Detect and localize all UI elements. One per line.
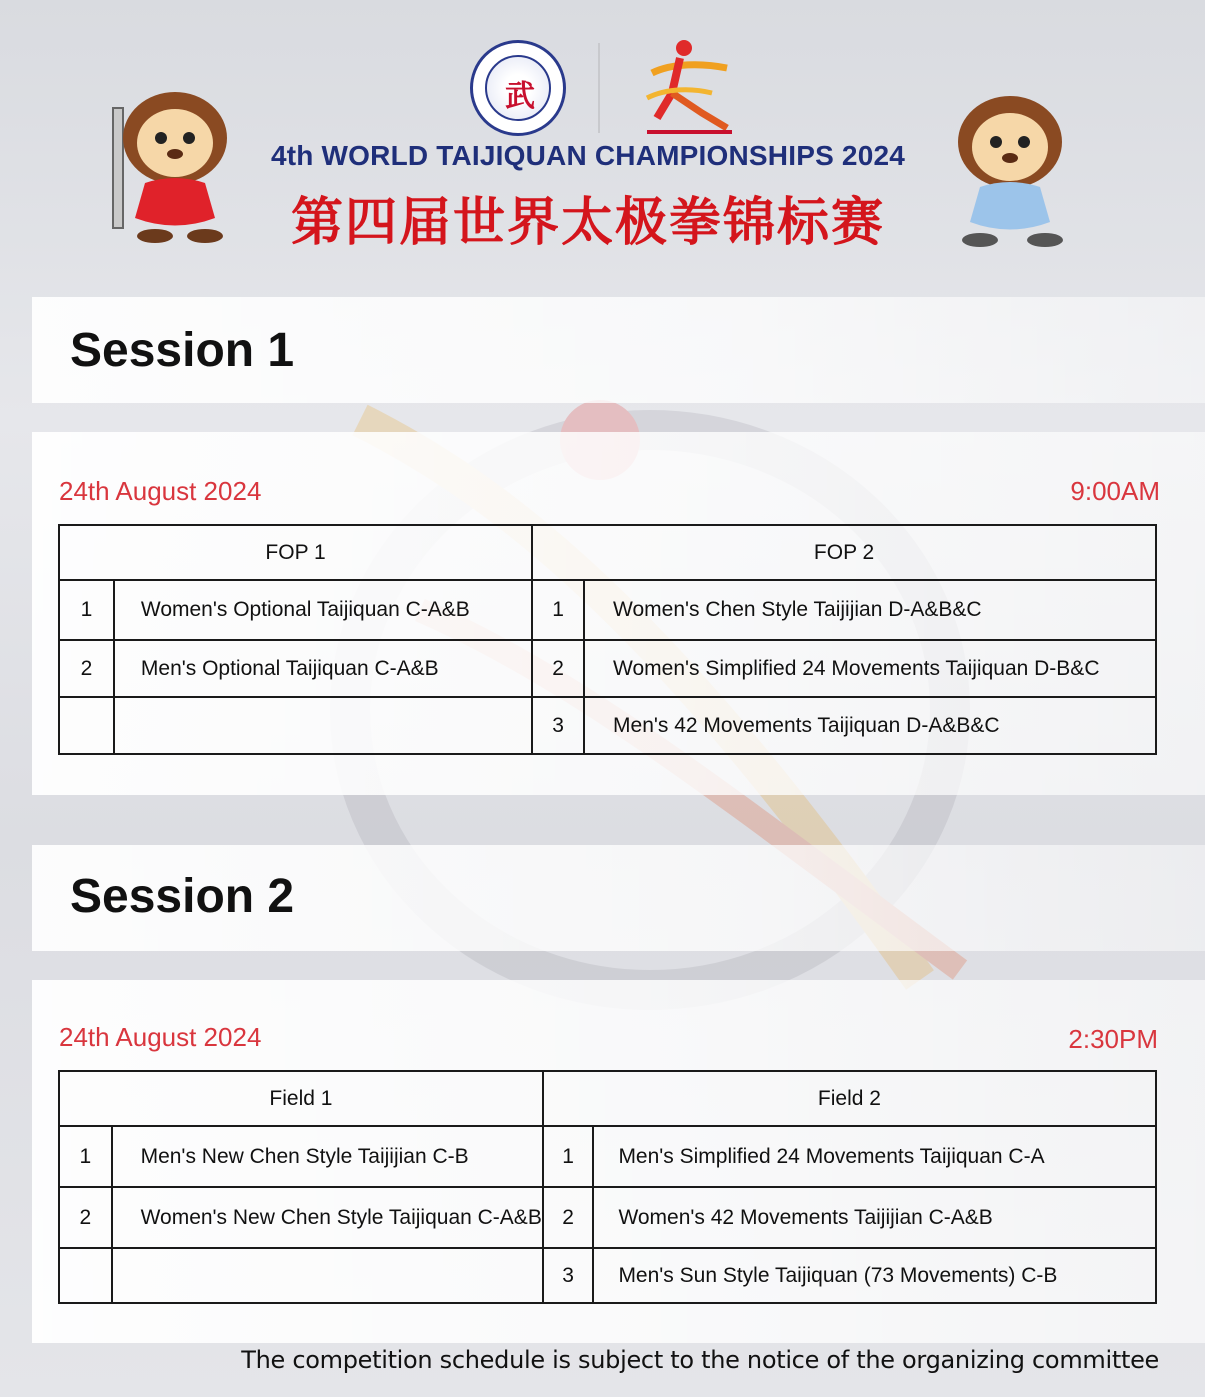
mascot-red-icon: [105, 88, 245, 248]
row-number: 3: [543, 1248, 594, 1303]
session-2-title: Session 2: [70, 870, 295, 923]
session-2-table: [58, 1070, 1157, 1304]
title-chinese: 第四届世界太极拳锦标赛: [290, 193, 885, 253]
table-row: [59, 640, 1156, 697]
event-name: Women's Chen Style Taijijian D-A&B&C: [584, 580, 1156, 640]
session-2-panel: [32, 980, 1205, 1343]
iwuf-logo: [470, 40, 566, 136]
column-header-fop2: FOP 2: [532, 525, 1156, 580]
mascot-blue-icon: [940, 92, 1080, 252]
footer-note: The competition schedule is subject to the notice of the organizing committee: [241, 1346, 1159, 1374]
event-name: [114, 697, 532, 754]
event-name: Women's Simplified 24 Movements Taijiquan D-B&C: [584, 640, 1156, 697]
session-2-header: [32, 845, 1205, 951]
row-number: 1: [543, 1126, 594, 1187]
session-2-time: 2:30PM: [1068, 1024, 1158, 1054]
row-number: 3: [532, 697, 584, 754]
table-row: [59, 1126, 1156, 1187]
event-name: Women's New Chen Style Taijiquan C-A&B: [112, 1187, 543, 1248]
column-header-field2: Field 2: [543, 1071, 1156, 1126]
logo-divider: [598, 43, 600, 133]
event-name: Women's 42 Movements Taijijian C-A&B: [593, 1187, 1156, 1248]
event-name: Men's New Chen Style Taijijian C-B: [112, 1126, 543, 1187]
row-number: [59, 1248, 112, 1303]
iwuf-logo-char: 武: [505, 79, 535, 114]
session-1-time: 9:00AM: [1070, 476, 1160, 506]
session-2-date: 24th August 2024: [59, 1022, 262, 1052]
row-number: 1: [59, 580, 114, 640]
session-1-title: Session 1: [70, 324, 295, 377]
row-number: [59, 697, 114, 754]
event-name: Women's Optional Taijiquan C-A&B: [114, 580, 532, 640]
session-1-panel: [32, 432, 1205, 795]
event-name: [112, 1248, 543, 1303]
table-row: [59, 580, 1156, 640]
row-number: 1: [59, 1126, 112, 1187]
column-header-field1: Field 1: [59, 1071, 543, 1126]
row-number: 1: [532, 580, 584, 640]
title-english: 4th WORLD TAIJIQUAN CHAMPIONSHIPS 2024: [270, 140, 906, 171]
row-number: 2: [59, 1187, 112, 1248]
event-name: Men's Simplified 24 Movements Taijiquan C-A: [593, 1126, 1156, 1187]
championship-logo: [632, 38, 742, 138]
row-number: 2: [59, 640, 114, 697]
row-number: 2: [532, 640, 584, 697]
event-name: Men's 42 Movements Taijiquan D-A&B&C: [584, 697, 1156, 754]
session-1-header: [32, 297, 1205, 403]
row-number: 2: [543, 1187, 594, 1248]
column-header-fop1: FOP 1: [59, 525, 532, 580]
session-1-table: [58, 524, 1157, 755]
event-name: Men's Sun Style Taijiquan (73 Movements) C-B: [593, 1248, 1156, 1303]
table-row: [59, 697, 1156, 754]
table-row: [59, 1187, 1156, 1248]
table-row: [59, 1248, 1156, 1303]
session-1-date: 24th August 2024: [59, 476, 262, 506]
event-name: Men's Optional Taijiquan C-A&B: [114, 640, 532, 697]
